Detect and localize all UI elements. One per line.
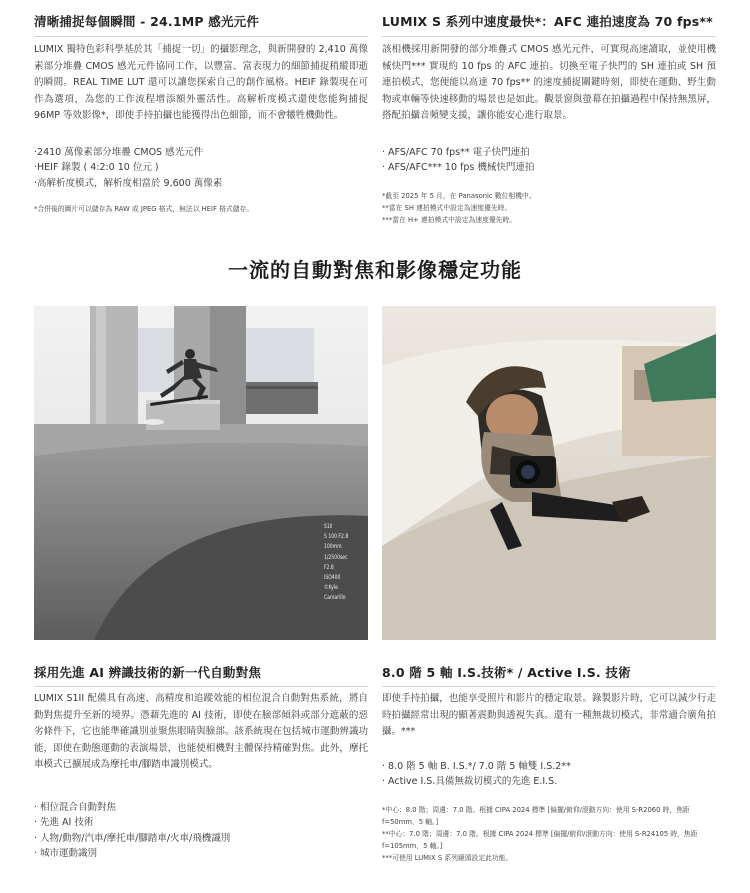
bottom-left-divider bbox=[34, 686, 368, 687]
skateboard-photo-image bbox=[34, 306, 368, 640]
is-feature-item: · 8.0 階 5 軸 B. I.S.*/ 7.0 階 5 軸雙 I.S.2** bbox=[382, 760, 571, 772]
top-left-body bbox=[34, 42, 368, 215]
af-feature-list bbox=[34, 800, 368, 862]
sensor-heading: 清晰捕捉每個瞬間 - 24.1MP 感光元件 bbox=[34, 14, 260, 29]
is-heading: 8.0 階 5 軸 I.S.技術* / Active I.S. 技術 bbox=[382, 665, 631, 680]
burst-footnote: **當在 SH 連拍模式中設定為速度優先時。 bbox=[382, 203, 512, 212]
top-right-body bbox=[382, 42, 716, 226]
sensor-paragraph: LUMIX 獨特色彩科學基於其「捕捉一切」的攝影理念，與新開發的 2,410 萬像素部分堆疊 CMOS 感光元件協同工作，以豐富、富表現力的細節捕捉稍縱即逝的瞬間。REAL TIME LUT 還可以讓您探索自己的創作風格。HEIF 錄製現在可作為選項，為您的工作流程增添額外靈活性。高解析度模式還使您能夠捕捉 96MP 等效影像*，即使手持拍攝也能獲得出色細節，而不會犧牲機動性。 bbox=[34, 44, 368, 121]
bottom-right-body bbox=[382, 691, 716, 864]
skateboard-photo bbox=[34, 306, 368, 640]
burst-feature-list bbox=[382, 145, 716, 176]
is-footnote: *中心：8.0 階；周邊：7.0 階。根據 CIPA 2024 標準 [偏擺/俯仰/滾動方向：使用 S-R2060 時，焦距 f=50mm，5 軸。] bbox=[382, 805, 690, 826]
burst-footnote: *截至 2025 年 5 月，在 Panasonic 數位相機中。 bbox=[382, 191, 536, 200]
burst-paragraph: 該相機採用新開發的部分堆疊式 CMOS 感光元件，可實現高速讀取，並使用機械快門*** 實現約 10 fps 的 AFC 連拍。切換至電子快門的 SH 連拍或 SH 預連拍模式，您便能以高達 70 fps** 的速度捕捉關鍵時刻，即使在運動、野生動物或車輛等快速移動的場景也是如此。觀景窗與螢幕在拍攝過程中保持無黑屏，搭配拍攝音頻變支援，讓你能安心進行取景。 bbox=[382, 44, 716, 121]
af-feature-item: · 相位混合自動對焦 bbox=[34, 801, 117, 813]
burst-feature-item: · AFS/AFC 70 fps** 電子快門連拍 bbox=[382, 146, 530, 158]
burst-footnotes bbox=[382, 190, 716, 226]
sensor-footnote: *合併後的圖片可以儲存為 RAW 或 JPEG 格式，無法以 HEIF 格式儲存。 bbox=[34, 205, 254, 213]
is-footnotes bbox=[382, 804, 716, 864]
sensor-feature-item: ·HEIF 錄製 ( 4:2:0 10 位元 ) bbox=[34, 162, 159, 173]
bottom-right-column bbox=[382, 663, 716, 681]
is-feature-item: · Active I.S.具備無裁切模式的先進 E.I.S. bbox=[382, 776, 558, 787]
photographer-photo bbox=[382, 306, 716, 640]
sensor-feature-list bbox=[34, 145, 368, 192]
section-title: 一流的自動對焦和影像穩定功能 bbox=[228, 258, 522, 282]
is-footnote: ***可使用 LUMIX S 系列鏡頭設定此功能。 bbox=[382, 853, 513, 862]
af-heading: 採用先進 AI 辨識技術的新一代自動對焦 bbox=[34, 665, 262, 680]
af-feature-item: · 人物/動物/汽車/摩托車/腳踏車/火車/飛機識別 bbox=[34, 832, 231, 844]
top-right-divider bbox=[382, 36, 716, 37]
af-feature-item: · 城市運動識別 bbox=[34, 848, 98, 859]
photographer-photo-image bbox=[382, 306, 716, 640]
top-left-column bbox=[34, 12, 368, 30]
burst-feature-item: · AFS/AFC*** 10 fps 機械快門連拍 bbox=[382, 162, 535, 173]
is-footnote: **中心：7.0 階；周邊：7.0 階。根據 CIPA 2024 標準 [偏擺/俯仰/滾動方向：使用 S-R24105 時，焦距 f=105mm，5 軸。] bbox=[382, 829, 698, 850]
sensor-feature-item: ·2410 萬像素部分堆疊 CMOS 感光元件 bbox=[34, 146, 204, 158]
burst-heading: LUMIX S 系列中速度最快*：AFC 連拍速度為 70 fps** bbox=[382, 14, 713, 29]
bottom-left-column bbox=[34, 663, 368, 681]
bottom-right-divider bbox=[382, 686, 716, 687]
af-feature-item: · 先進 AI 技術 bbox=[34, 817, 94, 828]
is-paragraph: 即使手持拍攝，也能享受照片和影片的穩定取景。錄製影片時，它可以減少行走時拍攝經常出現的顯著震動與透視失真。還有一種無裁切模式，非常適合廣角拍攝。*** bbox=[382, 693, 716, 737]
sensor-feature-item: ·高解析度模式，解析度相當於 9,600 萬像素 bbox=[34, 177, 223, 189]
photo-caption: S1II S 100 F2.8 100mm 1/2500sec F2.8 ISO400 ©Kyle Camarillo bbox=[324, 523, 349, 602]
bottom-left-body bbox=[34, 691, 368, 862]
is-feature-list bbox=[382, 759, 716, 790]
af-paragraph: LUMIX S1II 配備具有高速、高精度和追蹤效能的相位混合自動對焦系統，將自動對焦提升至新的境界。憑藉先進的 AI 技術，即使在臉部傾斜或部分遮蔽的惡劣條件下，它也能準確識別並聚焦眼睛與臉部。該系統現在包括城市運動辨識功能，即使在動態運動的表演場景，也能使相機對主體保持精確對焦。此外，摩托車模式已擴展成為摩托車/腳踏車識別模式。 bbox=[34, 693, 368, 770]
top-right-column bbox=[382, 12, 716, 30]
top-left-divider bbox=[34, 36, 368, 37]
burst-footnote: ***當在 H+ 連拍模式中設定為速度優先時。 bbox=[382, 215, 517, 224]
